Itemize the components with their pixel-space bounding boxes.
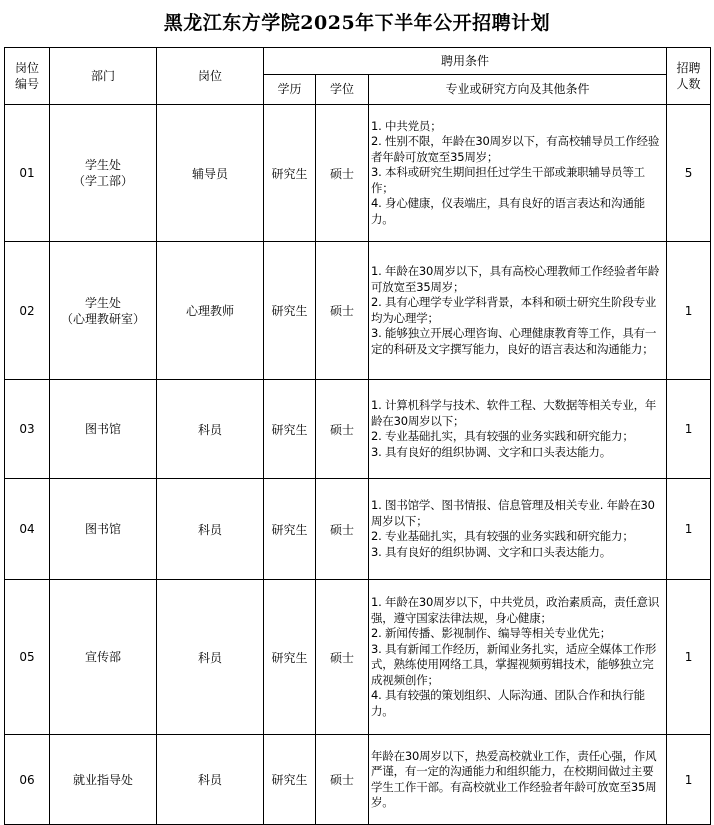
cell-count: 1 [667,479,711,580]
cell-position: 心理教师 [157,242,264,380]
header-degree: 学位 [316,75,369,105]
cell-position: 科员 [157,479,264,580]
cell-degree: 硕士 [316,479,369,580]
requirement-item: 2. 专业基础扎实，具有较强的业务实践和研究能力； [371,529,634,543]
table-row [5,735,711,825]
cell-count: 1 [667,580,711,735]
cell-count: 1 [667,735,711,825]
cell-degree: 硕士 [316,105,369,242]
cell-degree: 硕士 [316,380,369,479]
cell-requirements [369,105,667,242]
cell-count: 1 [667,380,711,479]
dept-line: 图书馆 [84,422,121,436]
cell-count: 1 [667,242,711,380]
requirement-item: 2. 新闻传播、影视制作、编导等相关专业优先； [371,626,612,640]
table-body [5,105,711,825]
requirement-item: 2. 性别不限，年龄在30周岁以下，有高校辅导员工作经验者年龄可放宽至35周岁； [371,134,660,164]
cell-degree: 硕士 [316,580,369,735]
cell-code: 04 [5,479,50,580]
cell-position: 科员 [157,380,264,479]
cell-requirements [369,242,667,380]
requirement-item: 3. 本科或研究生期间担任过学生干部或兼职辅导员等工作； [371,165,645,195]
table-row [5,580,711,735]
cell-code: 02 [5,242,50,380]
requirement-item: 年龄在30周岁以下，热爱高校就业工作，责任心强，作风严谨，有一定的沟通能力和组织能力，在校期间做过主要学生工作干部。有高校就业工作经验者年龄可放宽至35周岁。 [371,748,657,809]
header-dept: 部门 [50,48,157,105]
cell-count: 5 [667,105,711,242]
cell-education: 研究生 [264,580,316,735]
header-count: 招聘 人数 [667,48,711,105]
requirement-item: 4. 身心健康，仪表端庄，具有良好的语言表达和沟通能力。 [371,196,645,226]
dept-line: 学生处 [84,158,121,172]
cell-code: 05 [5,580,50,735]
cell-requirements [369,580,667,735]
requirement-item: 1. 年龄在30周岁以下，中共党员，政治素质高，责任意识强，遵守国家法律法规，身心健康； [371,595,660,625]
table-row [5,105,711,242]
cell-requirements [369,735,667,825]
cell-dept [50,105,157,242]
cell-code: 06 [5,735,50,825]
header-education: 学历 [264,75,316,105]
cell-education: 研究生 [264,242,316,380]
cell-position: 科员 [157,735,264,825]
cell-education: 研究生 [264,380,316,479]
cell-degree: 硕士 [316,735,369,825]
cell-dept [50,735,157,825]
header-position: 岗位 [157,48,264,105]
cell-code: 01 [5,105,50,242]
table-row [5,479,711,580]
header-conditions: 聘用条件 [264,48,667,75]
cell-dept [50,242,157,380]
dept-line: （心理教研室） [60,311,145,326]
dept-line: 就业指导处 [72,772,133,787]
cell-degree: 硕士 [316,242,369,380]
cell-position: 辅导员 [157,105,264,242]
cell-code: 03 [5,380,50,479]
requirement-item: 1. 中共党员； [371,118,442,133]
table-row [5,380,711,479]
recruitment-plan-table [4,47,711,825]
requirement-item: 3. 具有新闻工作经历，新闻业务扎实，适应全媒体工作形式，熟练使用网络工具，掌握视频剪辑技术，能够独立完成视频创作； [371,641,657,687]
cell-education: 研究生 [264,735,316,825]
cell-dept [50,580,157,735]
cell-education: 研究生 [264,479,316,580]
requirement-item: 3. 具有良好的组织协调、文字和口头表达能力。 [371,544,612,559]
header-code: 岗位 编号 [5,48,50,105]
table-row [5,242,711,380]
cell-requirements [369,479,667,580]
dept-line: （学工部） [72,174,133,188]
cell-dept [50,380,157,479]
cell-requirements [369,380,667,479]
requirement-item: 2. 具有心理学专业学科背景，本科和硕士研究生阶段专业均为心理学； [371,295,657,325]
requirement-item: 1. 图书馆学、图书情报、信息管理及相关专业. 年龄在30周岁以下； [371,498,655,528]
page-title: 黑龙江东方学院2025年下半年公开招聘计划 [163,12,551,34]
requirement-item: 2. 专业基础扎实，具有较强的业务实践和研究能力； [371,429,634,443]
requirement-item: 3. 能够独立开展心理咨询、心理健康教育等工作，具有一定的科研及文字撰写能力，良好的语言表达和沟通能力； [371,326,657,356]
requirement-item: 1. 年龄在30周岁以下，具有高校心理教师工作经验者年龄可放宽至35周岁； [371,264,660,294]
requirement-item: 3. 具有良好的组织协调、文字和口头表达能力。 [371,444,612,459]
dept-line: 学生处 [84,295,121,310]
cell-dept [50,479,157,580]
dept-line: 图书馆 [84,522,121,536]
requirement-item: 4. 具有较强的策划组织、人际沟通、团队合作和执行能力。 [371,688,645,718]
header-requirements: 专业或研究方向及其他条件 [369,75,667,105]
cell-position: 科员 [157,580,264,735]
requirement-item: 1. 计算机科学与技术、软件工程、大数据等相关专业，年龄在30周岁以下； [371,398,657,428]
cell-education: 研究生 [264,105,316,242]
dept-line: 宣传部 [84,650,121,664]
